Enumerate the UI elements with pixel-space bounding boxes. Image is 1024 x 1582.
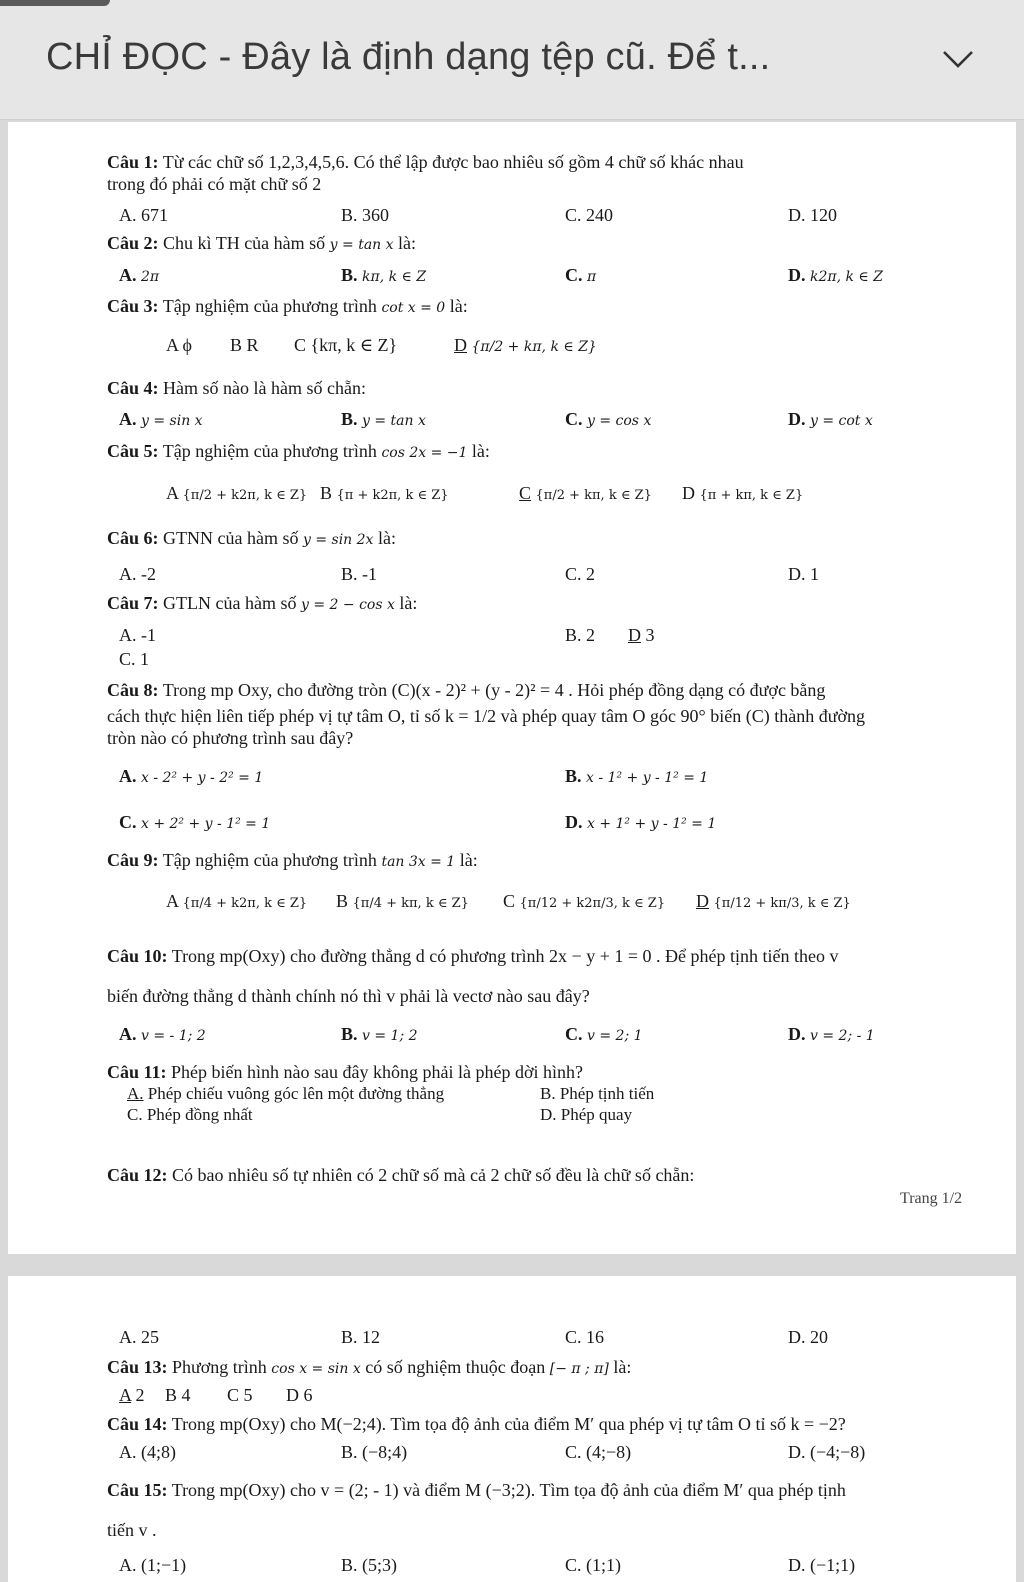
q13-option-b: B 4	[165, 1385, 191, 1405]
q1-option-a: A. 671	[119, 205, 168, 225]
q15-option-d: D. (−1;1)	[788, 1555, 856, 1575]
question-15-cont: tiến v .	[107, 1520, 157, 1540]
question-8: Câu 8: Trong mp Oxy, cho đường tròn (C)(x - 2)² + (y - 2)² = 4 . Hỏi phép đồng dạng có được bằng	[107, 680, 826, 700]
question-10: Câu 10: Trong mp(Oxy) cho đường thẳng d có phương trình 2x − y + 1 = 0 . Để phép tịnh tiến theo v	[107, 946, 839, 966]
q3-option-d: D {π/2 + kπ, k ∈ Z}	[454, 335, 597, 355]
q3-option-b: B R	[230, 335, 259, 355]
q3-option-c: C {kπ, k ∈ Z}	[294, 335, 398, 355]
q1-option-d: D. 120	[788, 205, 837, 225]
question-13: Câu 13: Phương trình cos x = sin x có số nghiệm thuộc đoạn [− π ; π] là:	[107, 1357, 632, 1377]
q4-option-d: D. y = cot x	[788, 409, 873, 429]
q9-option-d: D {π/12 + kπ/3, k ∈ Z}	[696, 891, 851, 911]
document-page-2	[8, 1276, 1016, 1582]
q11-option-a: A. Phép chiếu vuông góc lên một đường thẳng	[127, 1084, 445, 1103]
q8-option-a: A. x - 2² + y - 2² = 1	[119, 766, 264, 786]
q10-option-a: A. v = - 1; 2	[119, 1024, 206, 1044]
question-3: Câu 3: Tập nghiệm của phương trình cot x = 0 là:	[107, 296, 468, 316]
question-1-cont: trong đó phải có mặt chữ số 2	[107, 174, 322, 194]
q13-option-c: C 5	[227, 1385, 253, 1405]
q13-option-a: A 2	[119, 1385, 145, 1405]
q7-option-c: C. 1	[119, 649, 150, 669]
q7-option-d: D 3	[628, 625, 655, 645]
q5-option-b: B {π + k2π, k ∈ Z}	[320, 483, 449, 503]
q11-option-c: C. Phép đồng nhất	[127, 1105, 253, 1124]
q1-option-b: B. 360	[341, 205, 390, 225]
q10-option-c: C. v = 2; 1	[565, 1024, 643, 1044]
q7-option-a: A. -1	[119, 625, 156, 645]
banner-accent	[0, 0, 110, 6]
q5-option-c: C {π/2 + kπ, k ∈ Z}	[519, 483, 652, 503]
q1-option-c: C. 240	[565, 205, 614, 225]
q9-option-a: A {π/4 + k2π, k ∈ Z}	[166, 891, 308, 911]
question-1: Câu 1: Từ các chữ số 1,2,3,4,5,6. Có thể lập được bao nhiêu số gồm 4 chữ số khác nhau	[107, 152, 744, 172]
q5-option-d: D {π + kπ, k ∈ Z}	[682, 483, 804, 503]
question-10-cont: biến đường thẳng d thành chính nó thì v phải là vectơ nào sau đây?	[107, 986, 590, 1006]
q5-option-a: A {π/2 + k2π, k ∈ Z}	[166, 483, 308, 503]
q9-option-b: B {π/4 + kπ, k ∈ Z}	[336, 891, 469, 911]
question-7: Câu 7: GTLN của hàm số y = 2 − cos x là:	[107, 593, 418, 613]
q6-option-d: D. 1	[788, 564, 819, 584]
question-11: Câu 11: Phép biến hình nào sau đây không phải là phép dời hình?	[107, 1062, 583, 1082]
q15-option-c: C. (1;1)	[565, 1555, 621, 1575]
q2-option-c: C. π	[565, 265, 597, 285]
q12-option-b: B. 12	[341, 1327, 381, 1347]
q13-option-d: D 6	[286, 1385, 313, 1405]
question-8-cont2: tròn nào có phương trình sau đây?	[107, 728, 354, 748]
q2-option-d: D. k2π, k ∈ Z	[788, 265, 883, 285]
q4-option-a: A. y = sin x	[119, 409, 203, 429]
chevron-down-icon[interactable]	[938, 44, 978, 74]
q15-option-a: A. (1;−1)	[119, 1555, 187, 1575]
q12-option-a: A. 25	[119, 1327, 159, 1347]
question-6: Câu 6: GTNN của hàm số y = sin 2x là:	[107, 528, 396, 548]
q7-option-b: B. 2	[565, 625, 596, 645]
q9-option-c: C {π/12 + k2π/3, k ∈ Z}	[503, 891, 666, 911]
q6-option-a: A. -2	[119, 564, 156, 584]
question-8-cont: cách thực hiện liên tiếp phép vị tự tâm O, tỉ số k = 1/2 và phép quay tâm O góc 90° biến (C) thành đường	[107, 706, 865, 726]
document-page-1	[8, 122, 1016, 1254]
question-15: Câu 15: Trong mp(Oxy) cho v = (2; - 1) và điểm M (−3;2). Tìm tọa độ ảnh của điểm M′ qua phép tịnh	[107, 1480, 846, 1500]
read-only-banner	[0, 0, 1024, 120]
q14-option-c: C. (4;−8)	[565, 1442, 632, 1462]
q11-option-d: D. Phép quay	[540, 1105, 633, 1124]
q10-option-d: D. v = 2; - 1	[788, 1024, 875, 1044]
q2-option-a: A. 2π	[119, 265, 160, 285]
q6-option-b: B. -1	[341, 564, 377, 584]
q14-option-a: A. (4;8)	[119, 1442, 176, 1462]
q8-option-d: D. x + 1² + y - 1² = 1	[565, 812, 717, 832]
q3-option-a: A ϕ	[166, 335, 192, 355]
q4-option-b: B. y = tan x	[341, 409, 426, 429]
question-14: Câu 14: Trong mp(Oxy) cho M(−2;4). Tìm tọa độ ảnh của điểm M′ qua phép vị tự tâm O tỉ số k = −2?	[107, 1414, 846, 1434]
q8-option-b: B. x - 1² + y - 1² = 1	[565, 766, 709, 786]
q12-option-c: C. 16	[565, 1327, 605, 1347]
page-number: Trang 1/2	[900, 1190, 963, 1207]
q15-option-b: B. (5;3)	[341, 1555, 397, 1575]
q2-option-b: B. kπ, k ∈ Z	[341, 265, 427, 285]
q4-option-c: C. y = cos x	[565, 409, 652, 429]
q6-option-c: C. 2	[565, 564, 596, 584]
question-12: Câu 12: Có bao nhiêu số tự nhiên có 2 chữ số mà cả 2 chữ số đều là chữ số chẵn:	[107, 1165, 695, 1185]
question-4: Câu 4: Hàm số nào là hàm số chẵn:	[107, 378, 366, 398]
question-9: Câu 9: Tập nghiệm của phương trình tan 3x = 1 là:	[107, 850, 478, 870]
q14-option-b: B. (−8;4)	[341, 1442, 408, 1462]
banner-title: CHỈ ĐỌC - Đây là định dạng tệp cũ. Để t...	[46, 36, 771, 78]
q12-option-d: D. 20	[788, 1327, 828, 1347]
q14-option-d: D. (−4;−8)	[788, 1442, 866, 1462]
q10-option-b: B. v = 1; 2	[341, 1024, 418, 1044]
question-2: Câu 2: Chu kì TH của hàm số y = tan x là:	[107, 233, 417, 253]
question-5: Câu 5: Tập nghiệm của phương trình cos 2x = −1 là:	[107, 441, 490, 461]
q8-option-c: C. x + 2² + y - 1² = 1	[119, 812, 271, 832]
q11-option-b: B. Phép tịnh tiến	[540, 1084, 655, 1103]
